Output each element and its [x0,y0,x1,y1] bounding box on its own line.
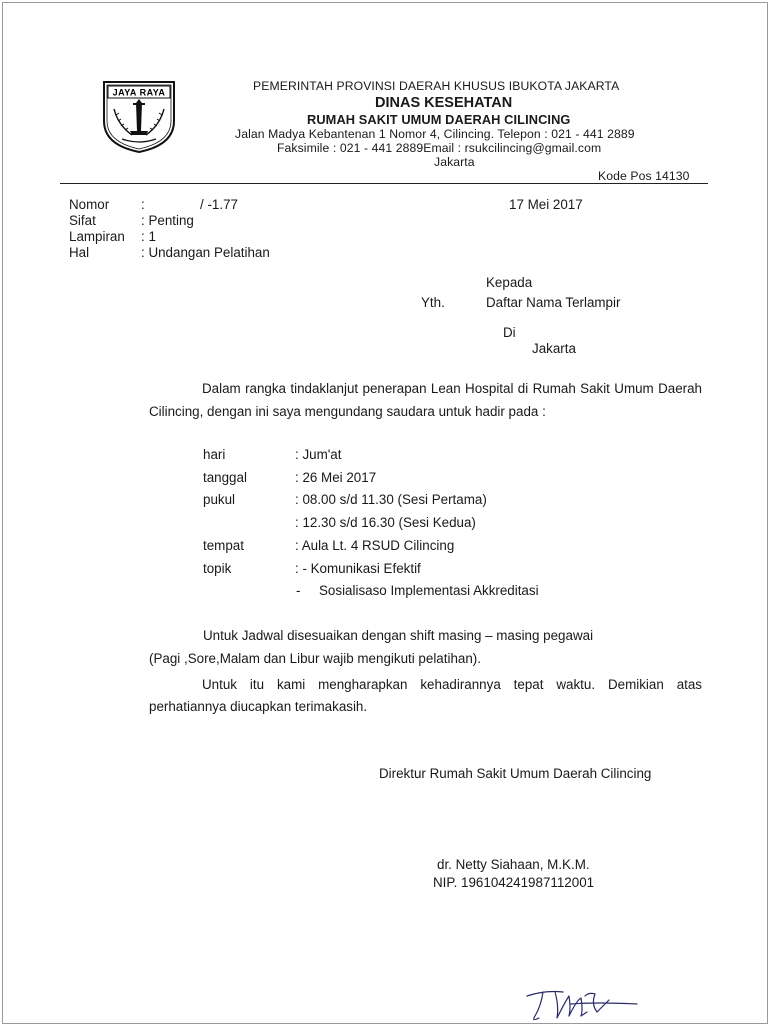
topik-label: topik [203,561,232,576]
closing-paragraph: Untuk itu kami mengharapkan kehadirannya tepat waktu. Demikian atas perhatiannya diucapkan terimakasih. [149,677,702,714]
topik-dash-2: - [296,583,301,598]
letter-date: 17 Mei 2017 [509,197,583,212]
signatory-name: dr. Netty Siahaan, M.K.M. [437,857,590,872]
hal-value: : Undangan Pelatihan [141,245,270,260]
nomor-value: / -1.77 [200,197,238,212]
topik-value-2: Sosialisaso Implementasi Akkreditasi [319,583,539,598]
recipient-di: Di [503,325,516,340]
hal-label: Hal [69,245,90,260]
lampiran-label: Lampiran [69,229,125,244]
signatory-nip: NIP. 196104241987112001 [433,875,595,890]
handwritten-signature [525,982,640,1024]
tanggal-label: tanggal [203,470,247,485]
sifat-value: : Penting [141,213,194,228]
logo-banner-text: JAYA RAYA [112,87,166,98]
tempat-label: tempat [203,538,244,553]
recipient-city: Jakarta [532,341,576,356]
header-line-contact: Faksimile : 021 - 441 2889Email : rsukcilincing@gmail.com [277,141,602,155]
header-line-city: Jakarta [434,155,475,169]
recipient-yth: Yth. [421,295,445,310]
schedule-paragraph-line1: Untuk Jadwal disesuaikan dengan shift masing – masing pegawai [203,628,594,643]
header-postal-code: Kode Pos 14130 [598,169,690,183]
hari-value: : Jum'at [295,447,342,462]
jaya-raya-logo [100,79,178,154]
sifat-label: Sifat [69,213,96,228]
header-line-department: DINAS KESEHATAN [375,95,513,111]
nomor-separator: : [141,197,145,212]
pukul-value-session2: : 12.30 s/d 16.30 (Sesi Kedua) [295,515,476,530]
topik-value-1: : - Komunikasi Efektif [295,561,421,576]
tempat-value: : Aula Lt. 4 RSUD Cilincing [295,538,455,553]
pukul-value-session1: : 08.00 s/d 11.30 (Sesi Pertama) [295,492,487,507]
signatory-title: Direktur Rumah Sakit Umum Daerah Cilincing [379,766,652,781]
lampiran-value: : 1 [141,229,156,244]
pukul-label: pukul [203,492,236,507]
header-divider [60,183,708,184]
hari-label: hari [203,447,226,462]
page-border [2,2,768,1024]
recipient-name: Daftar Nama Terlampir [486,295,621,310]
recipient-kepada: Kepada [486,275,533,290]
header-line-province: PEMERINTAH PROVINSI DAERAH KHUSUS IBUKOTA JAKARTA [253,79,620,93]
header-line-address: Jalan Madya Kebantenan 1 Nomor 4, Cilincing. Telepon : 021 - 441 2889 [235,127,635,141]
nomor-label: Nomor [69,197,110,212]
intro-paragraph: Dalam rangka tindaklanjut penerapan Lean Hospital di Rumah Sakit Umum Daerah Cilincing, dengan ini saya mengundang saudara untuk hadir pada : [149,381,702,419]
schedule-paragraph-line2: (Pagi ,Sore,Malam dan Libur wajib mengikuti pelatihan). [149,651,481,666]
tanggal-value: : 26 Mei 2017 [295,470,377,485]
header-line-hospital: RUMAH SAKIT UMUM DAERAH CILINCING [307,112,571,127]
